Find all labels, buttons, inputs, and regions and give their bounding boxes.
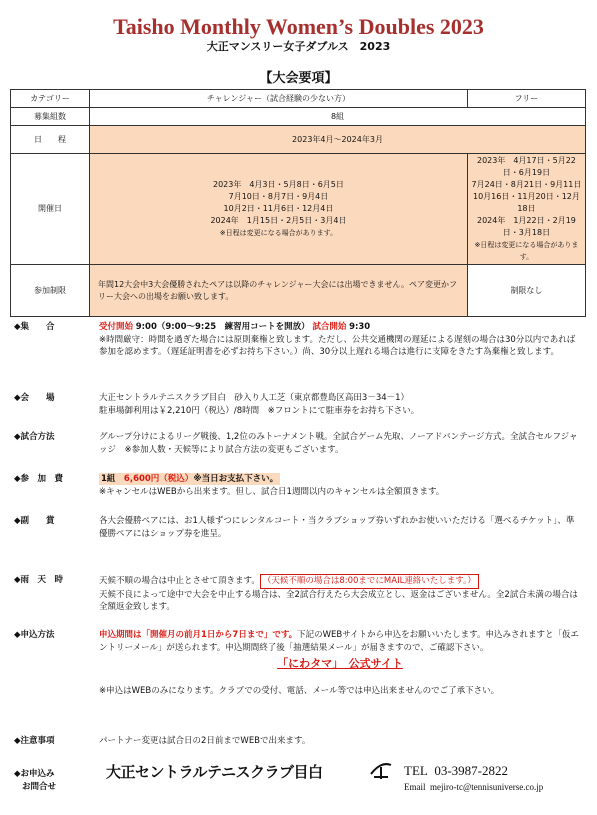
info-table bbox=[10, 89, 586, 317]
prize-label: ◆副 賞 bbox=[14, 516, 55, 526]
contact-phone bbox=[404, 763, 508, 779]
date-line: 2023年 4月17日・5月22日・6月19日 bbox=[476, 156, 576, 177]
format-text: グループ分けによるリーグ戦後、1,2位のみトーナメント戦。全試合ゲーム先取、ノーアドバンテージ方式。全試合セルフジャッジ ※参加人数・天候等により試合方法の変更もございます。 bbox=[99, 432, 578, 455]
groups-value: 8組 bbox=[90, 108, 586, 126]
format-label: ◆試合方法 bbox=[14, 432, 55, 442]
dates-free bbox=[467, 154, 585, 265]
table-row bbox=[11, 265, 586, 317]
apply-content bbox=[99, 629, 581, 697]
reception-time: 9:00（9:00～9:25 練習用コートを開放） bbox=[135, 322, 310, 332]
table-row bbox=[11, 126, 586, 154]
official-site-link[interactable]: 「にわタマ」 公式サイト bbox=[277, 657, 403, 670]
category-label: カテゴリー bbox=[11, 90, 90, 108]
rain-line1 bbox=[99, 574, 581, 589]
period-value: 2023年4月～2024年3月 bbox=[90, 126, 586, 154]
restriction-challenger: 年間12大会中3大会優勝されたペアは以降のチャレンジャー大会には出場できません。ペア変更かフリー大会への出場をお願い致します。 bbox=[90, 265, 468, 317]
table-row bbox=[11, 154, 586, 265]
date-line: 2023年 4月3日・5月8日・6月5日 bbox=[212, 180, 344, 189]
venue-parking: 駐車場御利用は￥2,210円（税込）/8時間 ※フロントにて駐車券をお持ち下さい。 bbox=[99, 405, 420, 416]
date-line: 2024年 1月22日・2月19日・3月18日 bbox=[476, 216, 576, 237]
apply-text-block bbox=[99, 629, 581, 654]
table-row bbox=[11, 108, 586, 126]
restriction-free: 制限なし bbox=[467, 265, 585, 317]
apply-label: ◆申込方法 bbox=[14, 630, 55, 640]
notes-text: パートナー変更は試合日の2日前までWEBで出来ます。 bbox=[99, 736, 311, 746]
category-free: フリー bbox=[467, 90, 585, 108]
match-start-time: 9:30 bbox=[349, 322, 371, 332]
fee-label: ◆参 加 費 bbox=[14, 474, 64, 484]
rain-text: 天候不順の場合は中止とさせて頂きます。 bbox=[99, 576, 260, 586]
apply-period: 申込期間は「開催月の前月1日から7日まで」です。 bbox=[99, 630, 298, 640]
date-line: 2024年 1月15日・2月5日・3月4日 bbox=[210, 216, 347, 225]
notes-label: ◆注意事項 bbox=[14, 736, 55, 746]
rain-line2: 天候不良によって途中で大会を中止する場合は、全2試合行えたら大会成立とし、返金はございません。全2試合未満の場合は全額返金致します。 bbox=[99, 589, 578, 612]
dates-challenger bbox=[90, 154, 468, 265]
prize-text: 各大会優勝ペアには、お1人様ずつにレンタルコート・当クラブショップ券いずれかお使いいただける「選べるチケット」、準優勝ペアにはショップ券を進呈。 bbox=[99, 516, 575, 539]
contact-label-apply: ◆お申込み bbox=[14, 769, 55, 779]
fee-suffix: ※当日お支払下さい。 bbox=[193, 474, 279, 484]
apply-text: 下記のWEBサイトから申込をお願いいたします。申込みされますと「仮エントリーメール」が送られます。申込期間終了後「抽選結果メール」が届きますので、ご確認下さい。 bbox=[99, 630, 579, 653]
contact-label-inquiry: お問合せ bbox=[22, 781, 57, 792]
category-challenger: チャレンジャー（試合経験の少ない方） bbox=[90, 90, 468, 108]
restriction-label: 参加制限 bbox=[11, 265, 90, 317]
reception-label: 受付開始 bbox=[99, 322, 134, 332]
fee-amount: 6,600円（税込） bbox=[123, 474, 194, 484]
apply-note: ※申込はWEBのみになります。クラブでの受付、電話、メール等では申込出来ませんのでご了承下さい。 bbox=[99, 685, 500, 696]
fee-highlight bbox=[99, 473, 280, 485]
email-label: Email bbox=[404, 782, 426, 792]
venue-label: ◆会 場 bbox=[14, 393, 55, 403]
groups-label: 募集組数 bbox=[11, 108, 90, 126]
date-line: 10月16日・11月20日・12月18日 bbox=[472, 192, 580, 213]
dates-label: 開催日 bbox=[11, 154, 90, 265]
fee-content bbox=[99, 473, 581, 498]
contact-email bbox=[404, 782, 543, 792]
table-row bbox=[11, 90, 586, 108]
dates-note: ※日程は変更になる場合があります。 bbox=[474, 241, 579, 261]
fee-line bbox=[99, 473, 581, 486]
page-title: Taisho Monthly Women’s Doubles 2023 bbox=[113, 14, 484, 39]
email-address[interactable]: mejiro-tc@tennisuniverse.co.jp bbox=[430, 782, 544, 792]
date-line: 10月2日・11月6日・12月4日 bbox=[223, 204, 334, 213]
period-label: 日 程 bbox=[11, 126, 90, 154]
section-heading: 【大会要項】 bbox=[259, 71, 338, 86]
rain-content bbox=[99, 574, 581, 614]
tel-number[interactable]: 03-3987-2822 bbox=[434, 763, 508, 778]
contact-label bbox=[14, 768, 56, 793]
gather-content bbox=[99, 321, 581, 359]
club-logo-icon bbox=[368, 759, 394, 781]
gather-label: ◆集 合 bbox=[14, 322, 55, 332]
venue-address: 大正セントラルテニスクラブ目白 砂入り人工芝（東京都豊島区高田3－34－1） bbox=[99, 393, 410, 403]
fee-prefix: 1組 bbox=[101, 474, 124, 484]
dates-note: ※日程は変更になる場合があります。 bbox=[219, 229, 338, 237]
gather-times bbox=[99, 321, 581, 334]
match-start-label: 試合開始 bbox=[312, 322, 347, 332]
rain-label: ◆雨 天 時 bbox=[14, 575, 64, 585]
club-logo-text: 大正セントラルテニスクラブ目白 bbox=[106, 763, 323, 781]
date-line: 7月24日・8月21日・9月11日 bbox=[471, 180, 582, 189]
date-line: 7月10日・8月7日・9月4日 bbox=[228, 192, 329, 201]
page-subtitle: 大正マンスリー女子ダブルス 2023 bbox=[206, 40, 391, 53]
venue-content bbox=[99, 392, 581, 417]
tel-label: TEL bbox=[404, 763, 428, 778]
gather-note: ※時間厳守：時間を過ぎた場合には原則棄権と致します。ただし、公共交通機関の遅延による遅刻の場合は30分以内であれば参加を認めます。（遅延証明書を必ずお持ち下さい。）尚、30分以上遅れる場合は進行に支障をきたす為棄権と致します。 bbox=[99, 334, 576, 357]
rain-mail-notice: （天候不順の場合は8:00までにMAIL連絡いたします。） bbox=[260, 574, 479, 589]
fee-note: ※キャンセルはWEBから出来ます。但し、試合日1週間以内のキャンセルは全額頂きます。 bbox=[99, 486, 445, 497]
